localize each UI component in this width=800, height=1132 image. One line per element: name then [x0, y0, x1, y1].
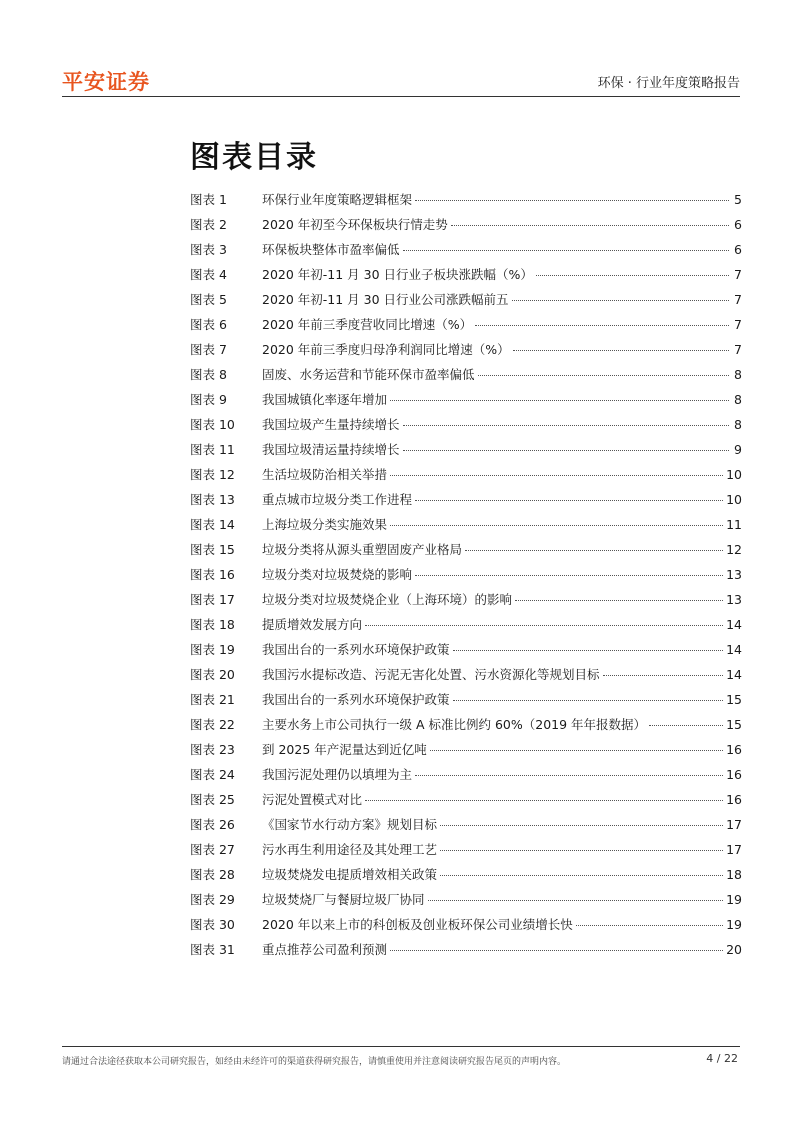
- toc-entry-title[interactable]: 我国污水提标改造、污泥无害化处置、污水资源化等规划目标: [262, 667, 600, 682]
- toc-entry-page[interactable]: 16: [726, 792, 742, 807]
- toc-entry-title[interactable]: 我国垃圾产生量持续增长: [262, 417, 400, 432]
- dot-leader: [649, 725, 723, 726]
- toc-entry[interactable]: [190, 890, 742, 915]
- toc-entry-page[interactable]: 9: [734, 442, 742, 457]
- dot-leader: [403, 425, 729, 426]
- toc-entry-page[interactable]: 19: [726, 892, 742, 907]
- toc-entry-title[interactable]: 我国出台的一系列水环境保护政策: [262, 642, 450, 657]
- toc-entry[interactable]: [190, 865, 742, 890]
- toc-entry-title[interactable]: 2020 年初-11 月 30 日行业公司涨跌幅前五: [262, 292, 509, 307]
- toc-entry-page[interactable]: 10: [726, 467, 742, 482]
- toc-entry[interactable]: [190, 540, 742, 565]
- toc-entry-page[interactable]: 17: [726, 842, 742, 857]
- toc-entry-page[interactable]: 6: [734, 242, 742, 257]
- toc-entry-page[interactable]: 16: [726, 767, 742, 782]
- toc-entry-title[interactable]: 主要水务上市公司执行一级 A 标准比例约 60%（2019 年年报数据）: [262, 717, 647, 732]
- disclaimer-note: 请通过合法途径获取本公司研究报告，如经由未经许可的渠道获得研究报告，请慎重使用并注意阅读研究报告尾页的声明内容。: [62, 1057, 567, 1067]
- toc-entry-page[interactable]: 8: [734, 392, 742, 407]
- toc-entry[interactable]: [190, 290, 742, 315]
- page-title: 图表目录: [190, 140, 318, 175]
- toc-entry-label: 图表 10: [190, 417, 235, 432]
- dot-leader: [365, 625, 723, 626]
- toc-entry-label: 图表 6: [190, 317, 227, 332]
- toc-entry-page[interactable]: 13: [726, 592, 742, 607]
- toc-entry[interactable]: [190, 465, 742, 490]
- toc-entry[interactable]: [190, 940, 742, 965]
- toc-entry-page[interactable]: 15: [726, 692, 742, 707]
- toc-entry[interactable]: [190, 390, 742, 415]
- toc-entry-label: 图表 19: [190, 642, 235, 657]
- toc-entry-label: 图表 2: [190, 217, 227, 232]
- toc-entry-title[interactable]: 2020 年前三季度归母净利润同比增速（%）: [262, 342, 510, 357]
- toc-entry-title[interactable]: 我国垃圾清运量持续增长: [262, 442, 400, 457]
- toc-entry-label: 图表 16: [190, 567, 235, 582]
- toc-entry-title[interactable]: 《国家节水行动方案》规划目标: [262, 817, 438, 832]
- toc-entry-title[interactable]: 垃圾分类将从源头重塑固废产业格局: [262, 542, 463, 557]
- toc-entry-page[interactable]: 18: [726, 867, 742, 882]
- toc-entry-title[interactable]: 垃圾分类对垃圾焚烧的影响: [262, 567, 413, 582]
- toc-entry-page[interactable]: 14: [726, 667, 742, 682]
- toc-entry-page[interactable]: 13: [726, 567, 742, 582]
- toc-entry[interactable]: [190, 915, 742, 940]
- toc-entry-label: 图表 30: [190, 917, 235, 932]
- toc-entry-title[interactable]: 环保行业年度策略逻辑框架: [262, 192, 413, 207]
- toc-entry[interactable]: [190, 790, 742, 815]
- toc-entry[interactable]: [190, 690, 742, 715]
- toc-entry-label: 图表 27: [190, 842, 235, 857]
- report-title: 环保 · 行业年度策略报告: [597, 76, 740, 91]
- toc-entry-label: 图表 14: [190, 517, 235, 532]
- toc-entry-page[interactable]: 15: [726, 717, 742, 732]
- dot-leader: [390, 400, 729, 401]
- toc-entry[interactable]: [190, 590, 742, 615]
- toc-entry[interactable]: [190, 565, 742, 590]
- dot-leader: [365, 800, 723, 801]
- dot-leader: [451, 225, 729, 226]
- toc-entry-label: 图表 3: [190, 242, 227, 257]
- toc-entry-page[interactable]: 20: [726, 942, 742, 957]
- toc-entry[interactable]: [190, 440, 742, 465]
- toc-entry-title[interactable]: 上海垃圾分类实施效果: [262, 517, 388, 532]
- toc-entry-title[interactable]: 我国污泥处理仍以填埋为主: [262, 767, 413, 782]
- toc-entry-label: 图表 12: [190, 467, 235, 482]
- dot-leader: [453, 650, 724, 651]
- toc-entry-page[interactable]: 14: [726, 642, 742, 657]
- toc-entry-title[interactable]: 环保板块整体市盈率偏低: [262, 242, 400, 257]
- dot-leader: [515, 600, 723, 601]
- dot-leader: [390, 950, 723, 951]
- dot-leader: [513, 350, 729, 351]
- toc-entry[interactable]: [190, 815, 742, 840]
- toc-entry-label: 图表 13: [190, 492, 235, 507]
- toc-entry[interactable]: [190, 665, 742, 690]
- toc-entry-title[interactable]: 我国出台的一系列水环境保护政策: [262, 692, 450, 707]
- toc-entry[interactable]: [190, 340, 742, 365]
- dot-leader: [512, 300, 729, 301]
- toc-entry-title[interactable]: 污水再生利用途径及其处理工艺: [262, 842, 438, 857]
- toc-entry-title[interactable]: 垃圾分类对垃圾焚烧企业（上海环境）的影响: [262, 592, 513, 607]
- toc-entry-page[interactable]: 7: [734, 342, 742, 357]
- dot-leader: [415, 775, 723, 776]
- dot-leader: [440, 850, 723, 851]
- dot-leader: [603, 675, 724, 676]
- toc-entry-label: 图表 24: [190, 767, 235, 782]
- toc-entry-page[interactable]: 12: [726, 542, 742, 557]
- toc-entry[interactable]: [190, 715, 742, 740]
- toc-entry-label: 图表 17: [190, 592, 235, 607]
- dot-leader: [403, 450, 729, 451]
- toc-entry[interactable]: [190, 315, 742, 340]
- toc-entry[interactable]: [190, 840, 742, 865]
- toc-entry-page[interactable]: 6: [734, 217, 742, 232]
- dot-leader: [576, 925, 723, 926]
- footer-divider: [62, 1046, 740, 1047]
- dot-leader: [390, 525, 723, 526]
- toc-entry[interactable]: [190, 515, 742, 540]
- header-divider: [62, 96, 740, 97]
- toc-entry-page[interactable]: 11: [726, 517, 742, 532]
- toc-entry-label: 图表 9: [190, 392, 227, 407]
- dot-leader: [430, 750, 723, 751]
- toc-entry-title[interactable]: 我国城镇化率逐年增加: [262, 392, 388, 407]
- dot-leader: [465, 550, 723, 551]
- toc-entry-label: 图表 22: [190, 717, 235, 732]
- toc-entry[interactable]: [190, 190, 742, 215]
- toc-entry-label: 图表 31: [190, 942, 235, 957]
- toc-entry[interactable]: [190, 640, 742, 665]
- toc-entry-title[interactable]: 2020 年初-11 月 30 日行业子板块涨跌幅（%）: [262, 267, 533, 282]
- toc-entry-label: 图表 20: [190, 667, 235, 682]
- toc-entry-title[interactable]: 固废、水务运营和节能环保市盈率偏低: [262, 367, 475, 382]
- toc-entry-label: 图表 23: [190, 742, 235, 757]
- dot-leader: [536, 275, 729, 276]
- toc-entry-title[interactable]: 生活垃圾防治相关举措: [262, 467, 388, 482]
- toc-entry-label: 图表 21: [190, 692, 235, 707]
- toc-entry-label: 图表 28: [190, 867, 235, 882]
- toc-entry[interactable]: [190, 265, 742, 290]
- brand-logo: 平安证券: [62, 70, 150, 94]
- dot-leader: [453, 700, 724, 701]
- dot-leader: [415, 575, 723, 576]
- table-of-figures: [190, 190, 742, 965]
- toc-entry-page[interactable]: 8: [734, 367, 742, 382]
- toc-entry-title[interactable]: 重点城市垃圾分类工作进程: [262, 492, 413, 507]
- dot-leader: [475, 325, 729, 326]
- dot-leader: [390, 475, 723, 476]
- toc-entry-label: 图表 18: [190, 617, 235, 632]
- toc-entry-page[interactable]: 16: [726, 742, 742, 757]
- toc-entry-label: 图表 15: [190, 542, 235, 557]
- toc-entry[interactable]: [190, 415, 742, 440]
- toc-entry[interactable]: [190, 365, 742, 390]
- toc-entry-label: 图表 26: [190, 817, 235, 832]
- toc-entry-page[interactable]: 7: [734, 317, 742, 332]
- toc-entry[interactable]: [190, 240, 742, 265]
- dot-leader: [478, 375, 729, 376]
- dot-leader: [428, 900, 724, 901]
- dot-leader: [440, 875, 723, 876]
- toc-entry[interactable]: [190, 765, 742, 790]
- toc-entry-title[interactable]: 提质增效发展方向: [262, 617, 363, 632]
- toc-entry-title[interactable]: 2020 年初至今环保板块行情走势: [262, 217, 448, 232]
- toc-entry[interactable]: [190, 615, 742, 640]
- toc-entry-page[interactable]: 10: [726, 492, 742, 507]
- dot-leader: [403, 250, 729, 251]
- toc-entry-label: 图表 4: [190, 267, 227, 282]
- toc-entry-title[interactable]: 重点推荐公司盈利预测: [262, 942, 388, 957]
- toc-entry-label: 图表 25: [190, 792, 235, 807]
- page-number: 4 / 22: [706, 1052, 738, 1065]
- dot-leader: [440, 825, 723, 826]
- toc-entry-page[interactable]: 7: [734, 292, 742, 307]
- toc-entry-page[interactable]: 7: [734, 267, 742, 282]
- toc-entry-label: 图表 1: [190, 192, 227, 207]
- toc-entry-label: 图表 8: [190, 367, 227, 382]
- dot-leader: [415, 200, 729, 201]
- toc-entry-page[interactable]: 19: [726, 917, 742, 932]
- toc-entry-title[interactable]: 到 2025 年产泥量达到近亿吨: [262, 742, 427, 757]
- toc-entry[interactable]: [190, 215, 742, 240]
- toc-entry-title[interactable]: 2020 年前三季度营收同比增速（%）: [262, 317, 473, 332]
- dot-leader: [415, 500, 723, 501]
- toc-entry-title[interactable]: 垃圾焚烧发电提质增效相关政策: [262, 867, 438, 882]
- toc-entry-title[interactable]: 2020 年以来上市的科创板及创业板环保公司业绩增长快: [262, 917, 573, 932]
- toc-entry-page[interactable]: 14: [726, 617, 742, 632]
- toc-entry-label: 图表 7: [190, 342, 227, 357]
- toc-entry-label: 图表 5: [190, 292, 227, 307]
- toc-entry-title[interactable]: 污泥处置模式对比: [262, 792, 363, 807]
- toc-entry-title[interactable]: 垃圾焚烧厂与餐厨垃圾厂协同: [262, 892, 425, 907]
- toc-entry-page[interactable]: 8: [734, 417, 742, 432]
- toc-entry-label: 图表 11: [190, 442, 235, 457]
- toc-entry[interactable]: [190, 490, 742, 515]
- toc-entry-page[interactable]: 5: [734, 192, 742, 207]
- toc-entry-page[interactable]: 17: [726, 817, 742, 832]
- toc-entry-label: 图表 29: [190, 892, 235, 907]
- toc-entry[interactable]: [190, 740, 742, 765]
